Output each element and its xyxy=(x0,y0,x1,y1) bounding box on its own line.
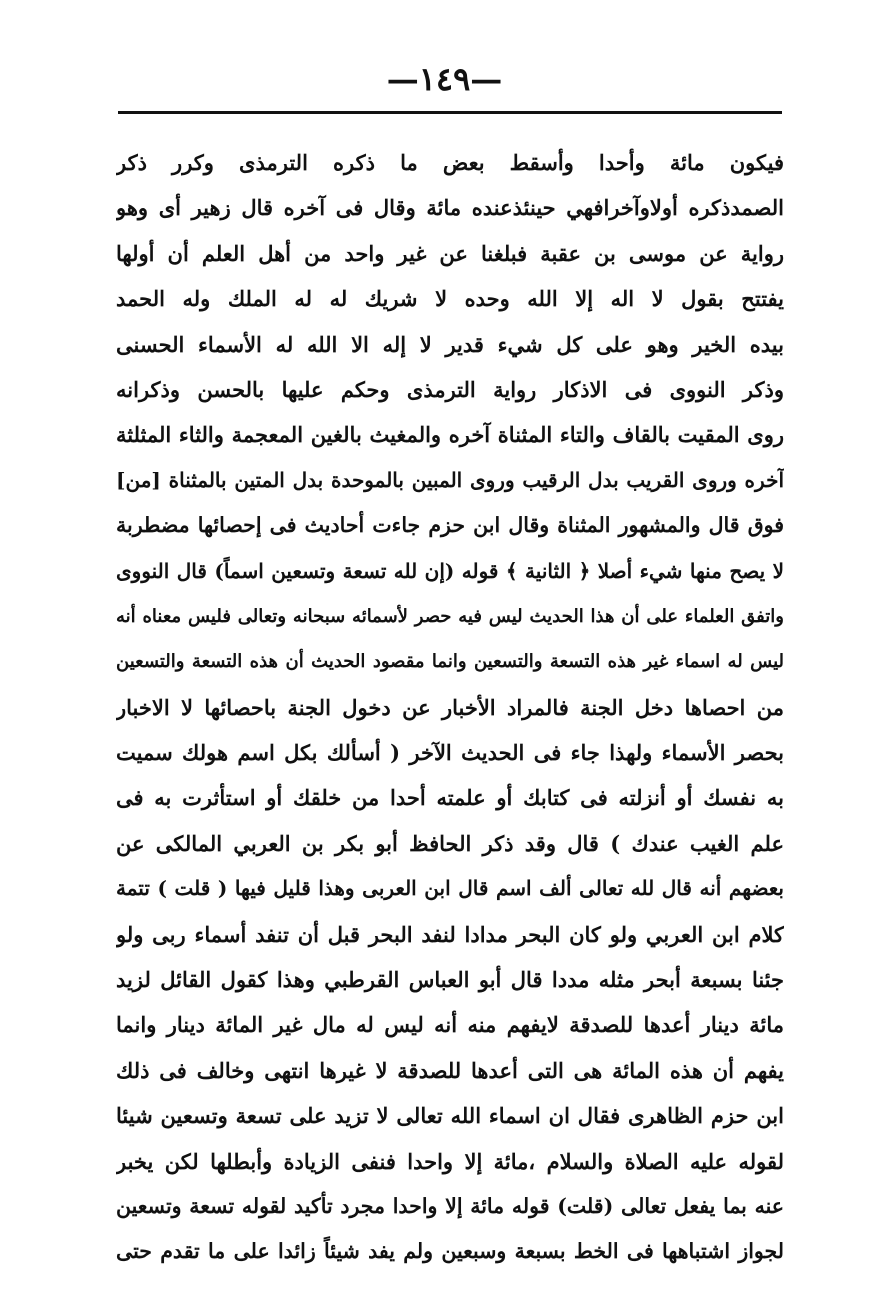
text-line-22: ابن حزم الظاهرى فقال ان اسماء الله تعالى لا تزيد على تسعة وتسعين شيئا xyxy=(116,1103,784,1129)
header-rule xyxy=(118,111,782,114)
text-line-18: كلام ابن العربي ولو كان البحر مدادا لنفد البحر قبل أن تنفد أسماء ربى ولو xyxy=(116,921,784,947)
text-line-9: فوق قال والمشهور المثناة وقال ابن حزم جاءت أحاديث فى إحصائها مضطربة xyxy=(116,513,784,538)
page-number: —١٤٩— xyxy=(386,60,503,98)
text-line-21: يفهم أن هذه المائة هى التى أعدها للصدقة لا غيرها انتهى وخالف فى ذلك xyxy=(116,1057,784,1083)
text-line-15: به نفسك أو أنزلته فى كتابك أو علمته أحدا من خلقك أو استأثرت به فى xyxy=(116,785,784,811)
text-line-2: الصمدذكره أولاوآخرافهي حينئذعنده مائة وقال فى آخره قال زهير أى وهو xyxy=(116,195,784,221)
text-line-1: فيكون مائة وأحدا وأسقط بعض ما ذكره الترمذى وكرر ذكر xyxy=(116,150,784,175)
text-line-12: ليس له اسماء غير هذه التسعة والتسعين وانما مقصود الحديث أن هذه التسعة والتسعين xyxy=(116,651,784,673)
text-line-14: بحصر الأسماء ولهذا جاء فى الحديث الآخر ( أسألك بكل اسم هولك سميت xyxy=(116,740,784,766)
text-line-25: لجواز اشتباهها فى الخط بسبعة وسبعين ولم يفد شيئاً زائدا على ما تقدم حتى xyxy=(116,1239,784,1264)
text-line-8: آخره وروى القريب بدل الرقيب وروى المبين بالموحدة بدل المتين بالمثناة [من] xyxy=(116,467,784,492)
text-line-3: رواية عن موسى بن عقبة فبلغنا عن غير واحد من أهل العلم أن أولها xyxy=(116,240,784,266)
text-line-17: بعضهم أنه قال لله تعالى ألف اسم قال ابن العربى وهذا قليل فيها ( قلت ) تتمة xyxy=(116,876,784,901)
text-line-5: بيده الخير وهو على كل شيء قدير لا إله الا الله له الأسماء الحسنى xyxy=(116,331,784,357)
text-line-10: لا يصح منها شيء أصلا ﴿ الثانية ﴾ قوله (إن لله تسعة وتسعين اسماً) قال النووى xyxy=(116,558,784,583)
text-line-23: لقوله عليه الصلاة والسلام ،مائة إلا واحدا فنفى الزيادة وأبطلها لكن يخبر xyxy=(116,1148,784,1174)
text-line-16: علم الغيب عندك ) قال وقد ذكر الحافظ أبو بكر بن العربي المالكى عن xyxy=(116,830,784,856)
body-text xyxy=(116,140,784,1275)
text-line-13: من احصاها دخل الجنة فالمراد الأخبار عن دخول الجنة باحصائها لا الاخبار xyxy=(116,694,784,720)
text-line-24: عنه بما يفعل تعالى (قلت) قوله مائة إلا واحدا مجرد تأكيد لقوله تسعة وتسعين xyxy=(116,1193,784,1218)
text-line-20: مائة دينار أعدها للصدقة لايفهم منه أنه ليس له مال غير المائة دينار وانما xyxy=(116,1012,784,1038)
text-line-19: جئنا بسبعة أبحر مثله مددا قال أبو العباس القرطبي وهذا كقول القائل لزيد xyxy=(116,967,784,993)
text-line-7: روى المقيت بالقاف والتاء المثناة آخره والمغيث بالغين المعجمة والثاء المثلثة xyxy=(116,422,784,448)
text-line-11: واتفق العلماء على أن هذا الحديث ليس فيه حصر لأسمائه سبحانه وتعالى فليس معناه أنه xyxy=(116,605,784,627)
text-line-4: يفتتح بقول لا اله إلا الله وحده لا شريك له له الملك وله الحمد xyxy=(116,286,784,312)
text-line-6: وذكر النووى فى الاذكار رواية الترمذى وحكم عليها بالحسن وذكرانه xyxy=(116,376,784,402)
